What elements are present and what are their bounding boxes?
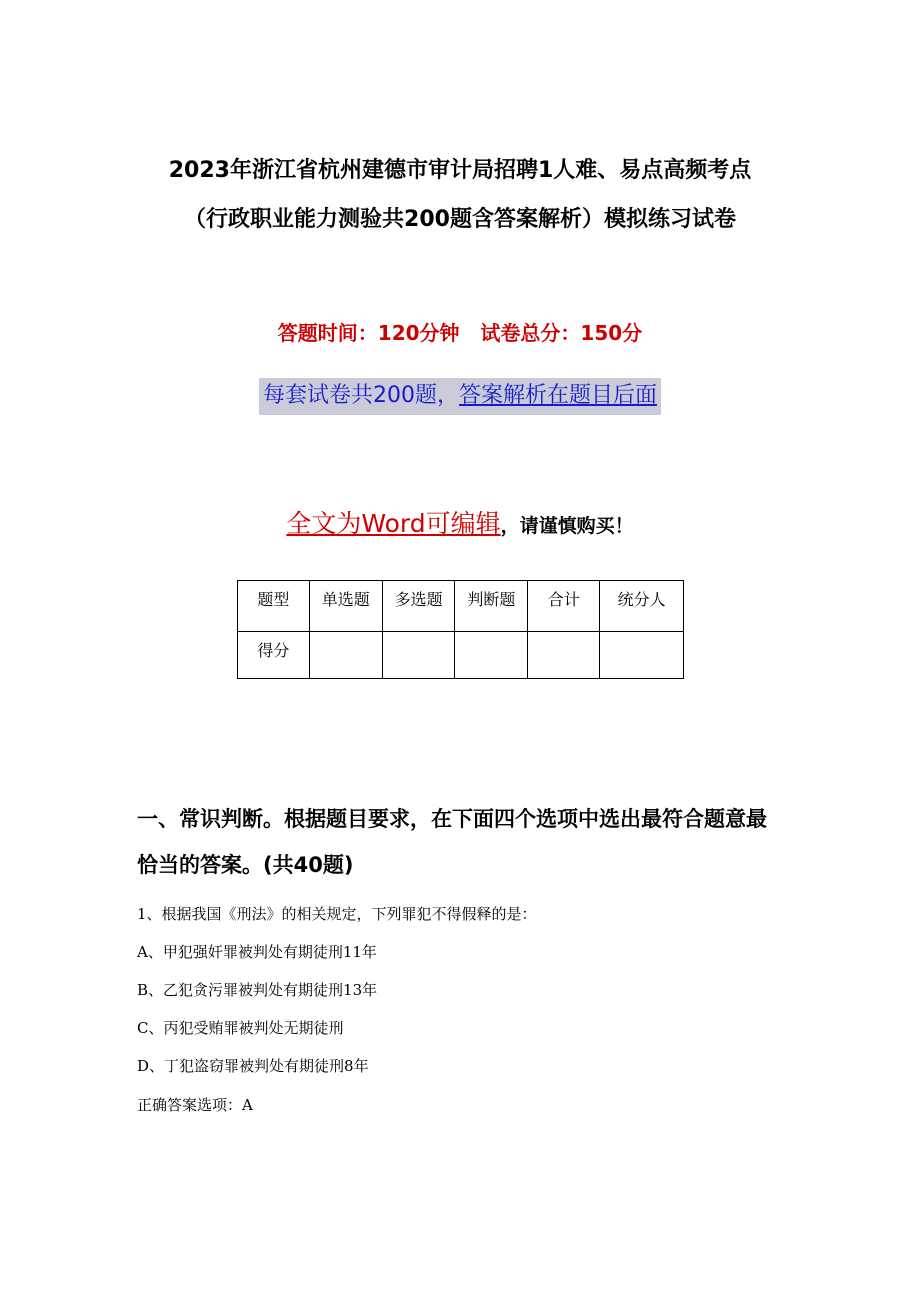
score-table-header-cell: 多选题 [382, 581, 455, 632]
score-cell-grader[interactable] [600, 632, 684, 679]
exam-time-and-score: 答题时间：120分钟 试卷总分：150分 [277, 321, 643, 345]
question-answer: 正确答案选项：A [137, 1096, 253, 1114]
score-table-header-cell: 合计 [528, 581, 600, 632]
question-option-d: D、丁犯盗窃罪被判处有期徒刑8年 [137, 1057, 369, 1075]
score-table-header-cell: 统分人 [600, 581, 684, 632]
question-option-c: C、丙犯受贿罪被判处无期徒刑 [137, 1019, 344, 1037]
score-row-label: 得分 [238, 632, 310, 679]
score-cell-true-false[interactable] [455, 632, 528, 679]
answer-location-link[interactable]: 答案解析在题目后面 [458, 383, 657, 408]
notice-highlight [259, 378, 661, 415]
score-table-score-row [238, 632, 684, 679]
score-table-header-cell: 题型 [238, 581, 310, 632]
document-title-line2: （行政职业能力测验共200题含答案解析）模拟练习试卷 [184, 207, 736, 232]
editable-notice-red: 全文为Word可编辑 [286, 509, 501, 538]
question-option-a: A、甲犯强奸罪被判处有期徒刑11年 [137, 943, 377, 961]
section-heading: 一、常识判断。根据题目要求，在下面四个选项中选出最符合题意最恰当的答案。(共40题) [137, 807, 767, 877]
question-option-b: B、乙犯贪污罪被判处有期徒刑13年 [137, 981, 378, 999]
score-cell-single-choice[interactable] [309, 632, 382, 679]
notice-prefix: 每套试卷共200题， [262, 383, 459, 408]
score-table-header-row [238, 581, 684, 632]
score-cell-total[interactable] [528, 632, 600, 679]
notice-banner [0, 378, 920, 415]
document-title-line1: 2023年浙江省杭州建德市审计局招聘1人难、易点高频考点 [168, 158, 752, 183]
question-stem: 1、根据我国《刑法》的相关规定，下列罪犯不得假释的是： [137, 905, 537, 923]
score-table-header-cell: 单选题 [309, 581, 382, 632]
editable-notice [0, 505, 920, 543]
score-table-header-cell: 判断题 [455, 581, 528, 632]
score-table [237, 580, 684, 679]
editable-notice-black: ，请谨慎购买！ [500, 515, 634, 537]
score-cell-multiple-choice[interactable] [382, 632, 455, 679]
